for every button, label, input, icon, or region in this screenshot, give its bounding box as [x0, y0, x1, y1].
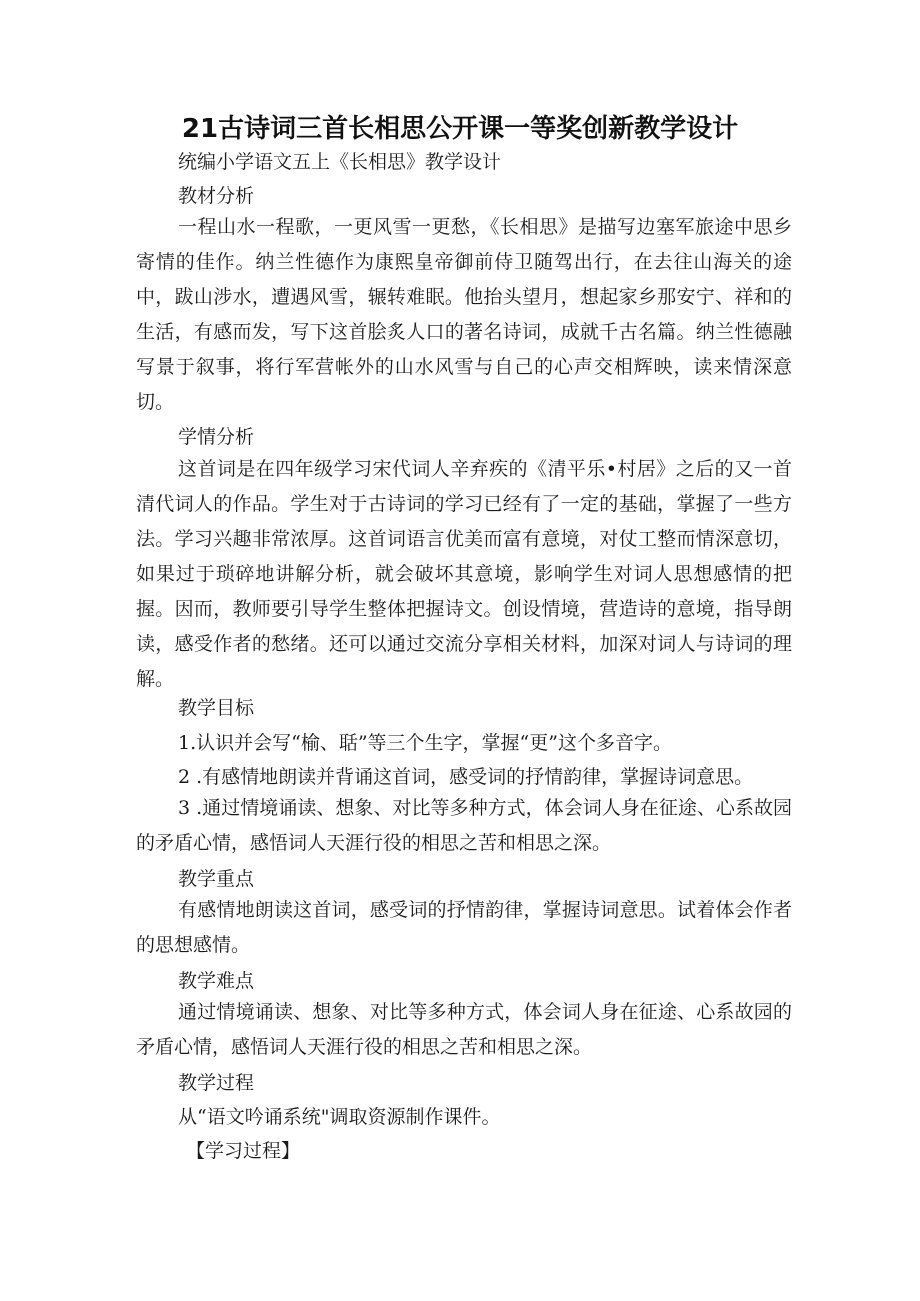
section-heading-material: 教材分析	[178, 185, 255, 207]
goal-item-3: 3 .通过情境诵读、想象、对比等多种方式，体会词人身在征途、心系故园的矛盾心情，感悟词人天涯行役的相思之苦和相思之深。	[136, 797, 792, 854]
section-heading-goals: 教学目标	[178, 697, 255, 719]
paragraph-material: 一程山水一程歌，一更风雪一更愁，《长相思》是描写边塞军旅途中思乡寄情的佳作。纳兰性德作为康熙皇帝御前侍卫随驾出行，在去往山海关的途中，跋山涉水，遭遇风雪，辗转难眠。他抬头望月，想起家乡那安宁、祥和的生活，有感而发，写下这首脍炙人口的著名诗词，成就千古名篇。纳兰性德融写景于叙事，将行军营帐外的山水风雪与自己的心声交相辉映，读来情深意切。	[136, 216, 792, 413]
paragraph-process: 从“语文吟诵系统"调取资源制作课件。	[178, 1106, 501, 1128]
section-heading-learning: 【学习过程】	[186, 1140, 301, 1162]
section-heading-student: 学情分析	[178, 426, 255, 448]
goal-item-2: 2 .有感情地朗读并背诵这首词，感受词的抒情韵律，掌握诗词意思。	[178, 766, 754, 788]
paragraph-difficult: 通过情境诵读、想象、对比等多种方式，体会词人身在征途、心系故园的矛盾心情，感悟词人天涯行役的相思之苦和相思之深。	[136, 1001, 792, 1058]
document-title: 21古诗词三首长相思公开课一等奖创新教学设计	[181, 114, 739, 144]
section-heading-process: 教学过程	[178, 1072, 255, 1094]
section-heading-key: 教学重点	[178, 868, 255, 890]
section-heading-difficult: 教学难点	[178, 970, 255, 992]
goal-item-1: 1.认识并会写“榆、聒”等三个生字，掌握“更”这个多音字。	[178, 732, 672, 754]
document-subtitle: 统编小学语文五上《长相思》教学设计	[178, 151, 502, 173]
paragraph-student: 这首词是在四年级学习宋代词人辛弃疾的《清平乐•村居》之后的又一首清代词人的作品。学生对于古诗词的学习已经有了一定的基础，掌握了一些方法。学习兴趣非常浓厚。这首词语言优美而富有意境，对仗工整而情深意切，如果过于琐碎地讲解分析，就会破坏其意境，影响学生对词人思想感情的把握。因而，教师要引导学生整体把握诗文。创设情境，营造诗的意境，指导朗读，感受作者的愁绪。还可以通过交流分享相关材料，加深对词人与诗词的理解。	[136, 458, 792, 690]
paragraph-key: 有感情地朗读这首词，感受词的抒情韵律，掌握诗词意思。试着体会作者的思想感情。	[136, 899, 792, 956]
